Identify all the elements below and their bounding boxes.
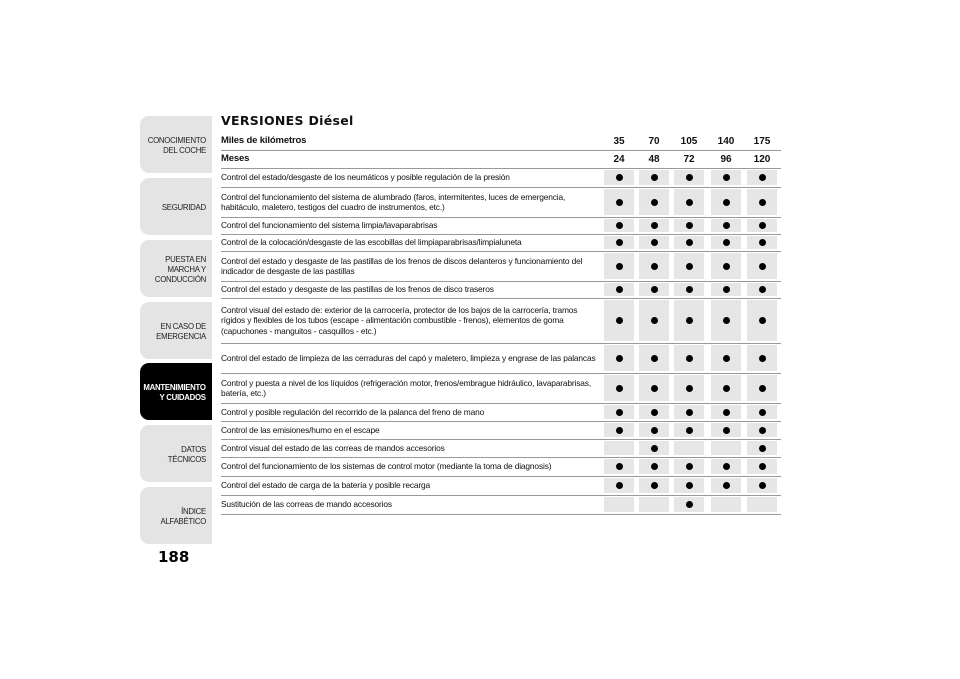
bullet-icon — [651, 463, 658, 470]
bullet-icon — [616, 263, 623, 270]
header-label: Miles de kilómetros — [221, 134, 307, 146]
interval-cell — [639, 375, 669, 401]
bullet-icon — [651, 263, 658, 270]
row-description — [221, 476, 599, 495]
bullet-icon — [686, 263, 693, 270]
row-text: Control de la colocación/desgaste de las escobillas del limpiaparabrisas/limpialuneta — [221, 237, 522, 248]
row-description — [221, 281, 599, 298]
bullet-icon — [759, 385, 766, 392]
header-value: 120 — [753, 153, 771, 165]
interval-cell — [711, 478, 741, 493]
sidebar-tab-label: EN CASO DE EMERGENCIA — [156, 320, 206, 341]
bullet-icon — [651, 427, 658, 434]
header-value: 175 — [753, 135, 771, 147]
interval-cell — [674, 478, 704, 493]
header-row — [221, 132, 781, 151]
section-title: VERSIONES Diésel — [221, 113, 354, 128]
bullet-icon — [616, 463, 623, 470]
header-value: 70 — [648, 135, 660, 147]
interval-cell — [711, 219, 741, 232]
row-text: Control del estado de limpieza de las cerraduras del capó y maletero, limpieza y engrase de las palancas — [221, 352, 596, 363]
interval-cell — [711, 236, 741, 249]
table-row — [221, 421, 781, 440]
row-text: Control del estado y desgaste de las pastillas de los frenos de disco traseros — [221, 284, 494, 295]
table-row — [221, 373, 781, 404]
interval-cell — [674, 375, 704, 401]
table-row — [221, 403, 781, 422]
row-description — [221, 251, 599, 281]
row-text: Sustitución de las correas de mando accesorios — [221, 499, 392, 510]
sidebar-tab-2[interactable] — [140, 240, 212, 297]
interval-cell — [747, 236, 777, 249]
interval-cell — [747, 459, 777, 474]
bullet-icon — [686, 409, 693, 416]
row-text: Control visual del estado de: exterior de la carrocería, protector de los bajos de la carrocería, tramos rígidos y flexibles de los tubos (escape - alimentación combustible - frenos), elementos de goma (capuchones - manguitos - casquillos - etc.) — [221, 304, 578, 336]
interval-cell — [747, 283, 777, 296]
sidebar-tab-label: PUESTA EN MARCHA Y CONDUCCIÓN — [154, 253, 206, 284]
bullet-icon — [759, 199, 766, 206]
interval-cell — [604, 497, 634, 512]
bullet-icon — [723, 239, 730, 246]
bullet-icon — [616, 385, 623, 392]
bullet-icon — [723, 355, 730, 362]
row-description — [221, 343, 599, 373]
bullet-icon — [616, 239, 623, 246]
interval-cell — [604, 236, 634, 249]
bullet-icon — [759, 286, 766, 293]
interval-cell — [747, 441, 777, 455]
bullet-icon — [651, 445, 658, 452]
interval-cell — [604, 423, 634, 437]
interval-cell — [674, 283, 704, 296]
interval-cell — [711, 405, 741, 419]
bullet-icon — [686, 174, 693, 181]
header-value: 24 — [613, 153, 625, 165]
row-text: Control del funcionamiento de los sistemas de control motor (mediante la toma de diagnosis) — [221, 461, 552, 472]
interval-cell — [674, 170, 704, 185]
interval-cell — [711, 170, 741, 185]
bullet-icon — [686, 239, 693, 246]
bullet-icon — [759, 463, 766, 470]
bullet-icon — [651, 286, 658, 293]
bullet-icon — [651, 482, 658, 489]
interval-cell — [674, 345, 704, 371]
bullet-icon — [759, 355, 766, 362]
interval-cell — [604, 219, 634, 232]
bullet-icon — [651, 199, 658, 206]
header-value: 140 — [717, 135, 735, 147]
bullet-icon — [686, 463, 693, 470]
bullet-icon — [723, 409, 730, 416]
row-text: Control del funcionamiento del sistema limpia/lavaparabrisas — [221, 220, 438, 231]
row-text: Control visual del estado de las correas de mandos accesorios — [221, 442, 445, 453]
bullet-icon — [616, 409, 623, 416]
sidebar-tab-6[interactable] — [140, 487, 212, 544]
interval-cell — [604, 375, 634, 401]
row-description — [221, 439, 599, 457]
interval-cell — [674, 219, 704, 232]
interval-cell — [639, 219, 669, 232]
bullet-icon — [723, 286, 730, 293]
row-description — [221, 403, 599, 421]
header-label: Meses — [221, 152, 250, 164]
header-row — [221, 150, 781, 169]
bullet-icon — [651, 385, 658, 392]
sidebar-tab-5[interactable] — [140, 425, 212, 482]
row-description — [221, 298, 599, 343]
interval-cell — [747, 189, 777, 215]
bullet-icon — [616, 222, 623, 229]
bullet-icon — [686, 199, 693, 206]
table-row — [221, 281, 781, 299]
interval-cell — [604, 478, 634, 493]
bullet-icon — [723, 463, 730, 470]
bullet-icon — [759, 409, 766, 416]
interval-cell — [604, 170, 634, 185]
interval-cell — [747, 253, 777, 279]
table-row — [221, 476, 781, 496]
interval-cell — [639, 405, 669, 419]
interval-cell — [639, 170, 669, 185]
interval-cell — [639, 345, 669, 371]
bullet-icon — [686, 385, 693, 392]
bullet-icon — [651, 222, 658, 229]
bullet-icon — [759, 427, 766, 434]
interval-cell — [711, 345, 741, 371]
interval-cell — [711, 423, 741, 437]
interval-cell — [711, 459, 741, 474]
bullet-icon — [759, 222, 766, 229]
interval-cell — [711, 497, 741, 512]
bullet-icon — [759, 263, 766, 270]
interval-cell — [604, 189, 634, 215]
row-description — [221, 168, 599, 187]
interval-cell — [639, 423, 669, 437]
interval-cell — [711, 375, 741, 401]
interval-cell — [711, 189, 741, 215]
header-value: 72 — [683, 153, 695, 165]
bullet-icon — [723, 263, 730, 270]
interval-cell — [747, 170, 777, 185]
interval-cell — [747, 405, 777, 419]
table-row — [221, 298, 781, 344]
interval-cell — [674, 253, 704, 279]
bullet-icon — [759, 482, 766, 489]
interval-cell — [604, 345, 634, 371]
bullet-icon — [723, 222, 730, 229]
interval-cell — [747, 478, 777, 493]
interval-cell — [674, 441, 704, 455]
interval-cell — [747, 423, 777, 437]
bullet-icon — [616, 482, 623, 489]
row-description — [221, 457, 599, 476]
interval-cell — [674, 423, 704, 437]
interval-cell — [711, 441, 741, 455]
sidebar-tab-label: DATOS TÉCNICOS — [167, 443, 206, 464]
interval-cell — [747, 219, 777, 232]
row-description — [221, 187, 599, 217]
bullet-icon — [651, 355, 658, 362]
header-value: 105 — [680, 135, 698, 147]
bullet-icon — [616, 317, 623, 324]
bullet-icon — [723, 427, 730, 434]
row-description — [221, 234, 599, 251]
bullet-icon — [616, 174, 623, 181]
interval-cell — [674, 405, 704, 419]
bullet-icon — [686, 501, 693, 508]
bullet-icon — [759, 445, 766, 452]
interval-cell — [639, 459, 669, 474]
bullet-icon — [686, 286, 693, 293]
table-row — [221, 439, 781, 458]
table-row — [221, 251, 781, 282]
sidebar-tab-3[interactable] — [140, 302, 212, 359]
interval-cell — [747, 345, 777, 371]
interval-cell — [639, 497, 669, 512]
row-description — [221, 373, 599, 403]
row-text: Control del estado y desgaste de las pastillas de los frenos de discos delanteros y funcionamiento del indicador de desgaste de las pastillas — [221, 255, 583, 276]
interval-cell — [604, 459, 634, 474]
sidebar-tab-label: MANTENIMIENTO Y CUIDADOS — [143, 381, 206, 402]
bullet-icon — [686, 222, 693, 229]
sidebar-tab-label: SEGURIDAD — [161, 201, 206, 212]
interval-cell — [711, 283, 741, 296]
sidebar-tab-1[interactable] — [140, 178, 212, 235]
bullet-icon — [723, 317, 730, 324]
bullet-icon — [616, 427, 623, 434]
interval-cell — [711, 300, 741, 341]
bullet-icon — [616, 355, 623, 362]
interval-cell — [639, 189, 669, 215]
interval-cell — [747, 375, 777, 401]
interval-cell — [711, 253, 741, 279]
sidebar-tab-4[interactable] — [140, 363, 212, 420]
table-row — [221, 217, 781, 235]
row-text: Control y posible regulación del recorrido de la palanca del freno de mano — [221, 406, 485, 417]
bullet-icon — [723, 174, 730, 181]
interval-cell — [604, 283, 634, 296]
table-row — [221, 187, 781, 218]
bullet-icon — [759, 174, 766, 181]
interval-cell — [604, 405, 634, 419]
interval-cell — [639, 478, 669, 493]
bullet-icon — [686, 482, 693, 489]
interval-cell — [674, 497, 704, 512]
header-value: 96 — [720, 153, 732, 165]
table-row — [221, 457, 781, 477]
bullet-icon — [723, 385, 730, 392]
bullet-icon — [651, 239, 658, 246]
page-number: 188 — [158, 548, 190, 566]
interval-cell — [674, 189, 704, 215]
header-value: 35 — [613, 135, 625, 147]
sidebar-tab-0[interactable] — [140, 116, 212, 173]
interval-cell — [674, 236, 704, 249]
table-row — [221, 343, 781, 374]
row-text: Control del estado/desgaste de los neumáticos y posible regulación de la presión — [221, 172, 510, 183]
header-value: 48 — [648, 153, 660, 165]
bullet-icon — [616, 199, 623, 206]
bullet-icon — [686, 317, 693, 324]
bullet-icon — [686, 355, 693, 362]
row-text: Control del estado de carga de la batería y posible recarga — [221, 480, 431, 491]
interval-cell — [639, 236, 669, 249]
interval-cell — [639, 283, 669, 296]
interval-cell — [747, 300, 777, 341]
row-text: Control de las emisiones/humo en el escape — [221, 424, 380, 435]
bullet-icon — [723, 482, 730, 489]
bullet-icon — [651, 317, 658, 324]
bullet-icon — [759, 317, 766, 324]
interval-cell — [639, 253, 669, 279]
row-text: Control y puesta a nivel de los líquidos (refrigeración motor, frenos/embrague hidráulico, lavaparabrisas, batería, etc.) — [221, 377, 592, 398]
table-row — [221, 168, 781, 188]
row-text: Control del funcionamiento del sistema de alumbrado (faros, intermitentes, luces de emergencia, habitáculo, maletero, testigos del cuadro de instrumentos, etc.) — [221, 191, 566, 212]
interval-cell — [639, 441, 669, 455]
sidebar-tab-label: CONOCIMIENTO DEL COCHE — [147, 134, 206, 155]
bullet-icon — [651, 174, 658, 181]
row-description — [221, 495, 599, 514]
interval-cell — [674, 300, 704, 341]
bullet-icon — [616, 286, 623, 293]
row-description — [221, 217, 599, 234]
row-description — [221, 421, 599, 439]
interval-cell — [604, 441, 634, 455]
bullet-icon — [759, 239, 766, 246]
interval-cell — [674, 459, 704, 474]
interval-cell — [604, 253, 634, 279]
bullet-icon — [651, 409, 658, 416]
interval-cell — [604, 300, 634, 341]
table-row — [221, 234, 781, 252]
interval-cell — [747, 497, 777, 512]
bullet-icon — [686, 427, 693, 434]
sidebar-tab-label: ÍNDICE ALFABÉTICO — [160, 505, 206, 526]
bullet-icon — [723, 199, 730, 206]
table-row — [221, 495, 781, 515]
interval-cell — [639, 300, 669, 341]
